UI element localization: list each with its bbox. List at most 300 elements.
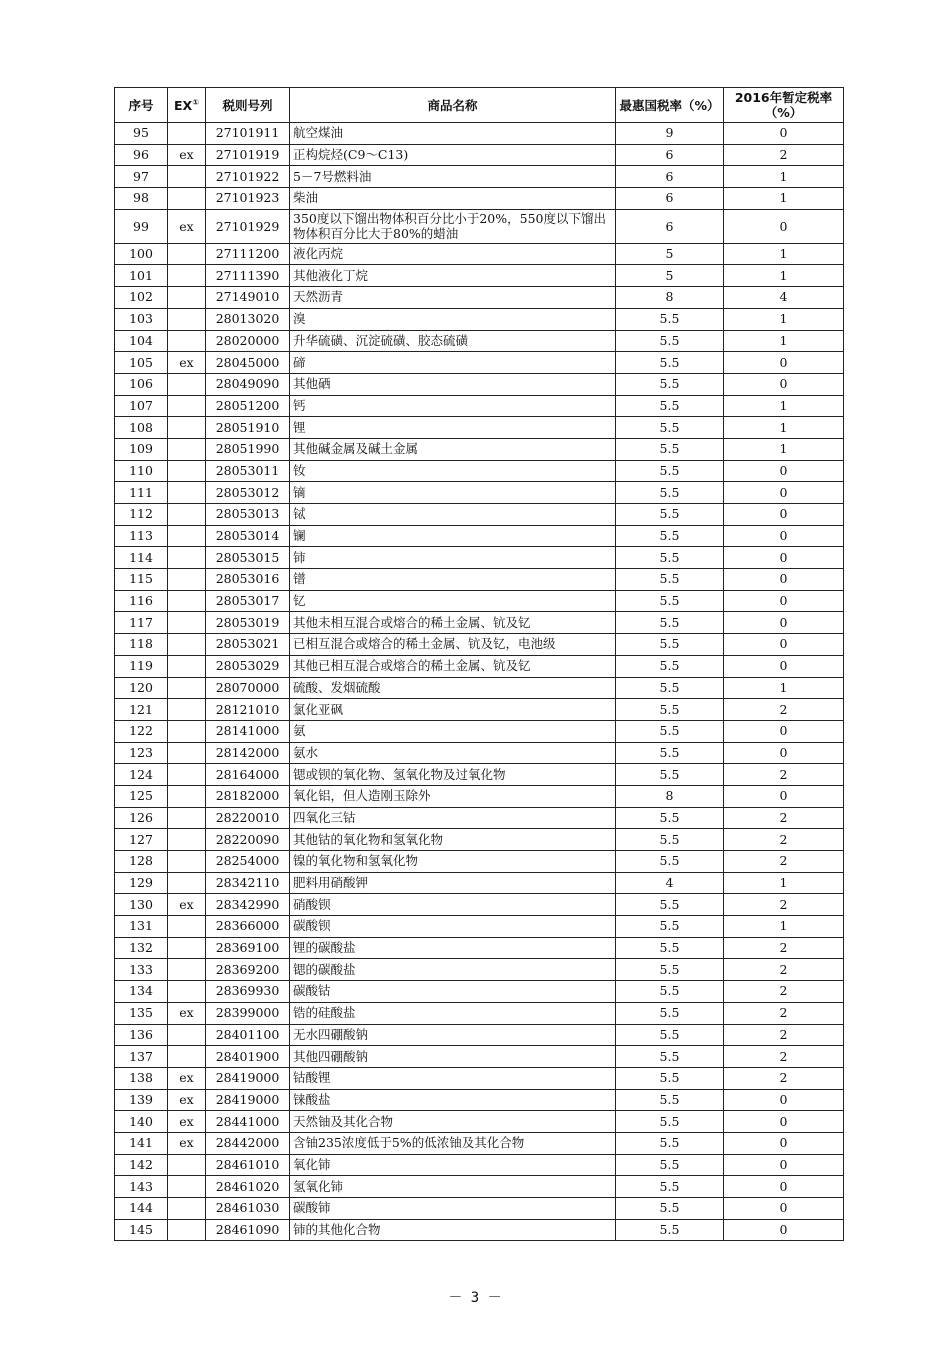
cell-seq: 145 — [115, 1219, 168, 1241]
cell-interim-rate: 1 — [724, 188, 844, 210]
cell-code: 28254000 — [206, 851, 290, 873]
cell-name: 锆的硅酸盐 — [290, 1002, 616, 1024]
cell-name: 铈 — [290, 547, 616, 569]
cell-mfn-rate: 6 — [616, 209, 724, 243]
cell-interim-rate: 0 — [724, 569, 844, 591]
cell-code: 28051200 — [206, 395, 290, 417]
cell-ex — [168, 547, 206, 569]
cell-interim-rate: 2 — [724, 829, 844, 851]
cell-interim-rate: 1 — [724, 395, 844, 417]
cell-seq: 119 — [115, 655, 168, 677]
cell-ex — [168, 569, 206, 591]
cell-interim-rate: 2 — [724, 959, 844, 981]
cell-mfn-rate: 5.5 — [616, 569, 724, 591]
cell-interim-rate: 2 — [724, 937, 844, 959]
header-name: 商品名称 — [290, 88, 616, 123]
cell-code: 27101922 — [206, 166, 290, 188]
cell-mfn-rate: 5.5 — [616, 1154, 724, 1176]
cell-interim-rate: 0 — [724, 634, 844, 656]
cell-name: 锂 — [290, 417, 616, 439]
table-row — [115, 1154, 844, 1176]
table-row — [115, 764, 844, 786]
cell-interim-rate: 1 — [724, 677, 844, 699]
cell-code: 28053021 — [206, 634, 290, 656]
table-row — [115, 352, 844, 374]
table-row — [115, 188, 844, 210]
cell-code: 28461020 — [206, 1176, 290, 1198]
cell-ex — [168, 438, 206, 460]
table-row — [115, 1089, 844, 1111]
cell-interim-rate: 0 — [724, 742, 844, 764]
table-row — [115, 504, 844, 526]
table-row — [115, 438, 844, 460]
cell-interim-rate: 2 — [724, 1067, 844, 1089]
cell-ex — [168, 872, 206, 894]
cell-name: 5－7号燃料油 — [290, 166, 616, 188]
table-row — [115, 287, 844, 309]
cell-seq: 116 — [115, 590, 168, 612]
cell-ex — [168, 829, 206, 851]
cell-interim-rate: 0 — [724, 352, 844, 374]
cell-code: 28401100 — [206, 1024, 290, 1046]
cell-interim-rate: 2 — [724, 144, 844, 166]
cell-mfn-rate: 5.5 — [616, 1024, 724, 1046]
cell-ex — [168, 123, 206, 145]
cell-name: 锂的碳酸盐 — [290, 937, 616, 959]
cell-code: 28142000 — [206, 742, 290, 764]
cell-ex — [168, 1198, 206, 1220]
cell-interim-rate: 1 — [724, 166, 844, 188]
cell-seq: 106 — [115, 373, 168, 395]
cell-code: 27101929 — [206, 209, 290, 243]
cell-seq: 128 — [115, 851, 168, 873]
cell-ex — [168, 677, 206, 699]
table-row — [115, 482, 844, 504]
cell-seq: 105 — [115, 352, 168, 374]
cell-code: 28366000 — [206, 916, 290, 938]
cell-code: 27111390 — [206, 265, 290, 287]
table-row — [115, 807, 844, 829]
header-ex — [168, 88, 206, 123]
cell-seq: 133 — [115, 959, 168, 981]
cell-seq: 141 — [115, 1132, 168, 1154]
cell-interim-rate: 2 — [724, 851, 844, 873]
cell-mfn-rate: 5.5 — [616, 742, 724, 764]
cell-ex — [168, 916, 206, 938]
cell-name: 镧 — [290, 525, 616, 547]
cell-name: 碲 — [290, 352, 616, 374]
cell-code: 28121010 — [206, 699, 290, 721]
cell-name: 镝 — [290, 482, 616, 504]
cell-mfn-rate: 5.5 — [616, 1132, 724, 1154]
cell-seq: 112 — [115, 504, 168, 526]
cell-name: 氢氧化铈 — [290, 1176, 616, 1198]
cell-ex — [168, 525, 206, 547]
table-row — [115, 1132, 844, 1154]
header-code: 税则号列 — [206, 88, 290, 123]
cell-name: 其他钴的氧化物和氢氧化物 — [290, 829, 616, 851]
cell-seq: 123 — [115, 742, 168, 764]
cell-mfn-rate: 5.5 — [616, 829, 724, 851]
cell-mfn-rate: 5.5 — [616, 438, 724, 460]
cell-code: 27149010 — [206, 287, 290, 309]
cell-mfn-rate: 5.5 — [616, 525, 724, 547]
cell-mfn-rate: 6 — [616, 166, 724, 188]
cell-mfn-rate: 5.5 — [616, 330, 724, 352]
cell-ex — [168, 612, 206, 634]
cell-ex — [168, 937, 206, 959]
cell-mfn-rate: 5.5 — [616, 460, 724, 482]
cell-ex — [168, 1176, 206, 1198]
cell-seq: 102 — [115, 287, 168, 309]
cell-ex — [168, 981, 206, 1003]
cell-ex — [168, 742, 206, 764]
cell-name: 铽 — [290, 504, 616, 526]
cell-mfn-rate: 5 — [616, 243, 724, 265]
cell-seq: 138 — [115, 1067, 168, 1089]
cell-code: 28164000 — [206, 764, 290, 786]
table-row — [115, 1198, 844, 1220]
cell-mfn-rate: 5.5 — [616, 959, 724, 981]
cell-code: 28220010 — [206, 807, 290, 829]
cell-seq: 130 — [115, 894, 168, 916]
cell-name: 350度以下馏出物体积百分比小于20%，550度以下馏出物体积百分比大于80%的蜡油 — [290, 209, 616, 243]
cell-mfn-rate: 5 — [616, 265, 724, 287]
cell-ex: ex — [168, 352, 206, 374]
table-row — [115, 959, 844, 981]
cell-code: 28053016 — [206, 569, 290, 591]
cell-interim-rate: 2 — [724, 699, 844, 721]
table-row — [115, 916, 844, 938]
header-ex-label: EX — [174, 97, 193, 113]
cell-seq: 101 — [115, 265, 168, 287]
cell-ex — [168, 373, 206, 395]
cell-name: 氨水 — [290, 742, 616, 764]
cell-ex — [168, 166, 206, 188]
cell-interim-rate: 0 — [724, 123, 844, 145]
cell-name: 镨 — [290, 569, 616, 591]
cell-mfn-rate: 5.5 — [616, 1111, 724, 1133]
table-row — [115, 460, 844, 482]
table-row — [115, 209, 844, 243]
cell-seq: 99 — [115, 209, 168, 243]
cell-mfn-rate: 6 — [616, 188, 724, 210]
cell-seq: 125 — [115, 785, 168, 807]
cell-mfn-rate: 5.5 — [616, 916, 724, 938]
cell-interim-rate: 0 — [724, 590, 844, 612]
cell-name: 已相互混合或熔合的稀土金属、钪及钇，电池级 — [290, 634, 616, 656]
cell-seq: 109 — [115, 438, 168, 460]
cell-ex — [168, 634, 206, 656]
cell-code: 28461010 — [206, 1154, 290, 1176]
cell-name: 碳酸铈 — [290, 1198, 616, 1220]
table-row — [115, 166, 844, 188]
cell-seq: 135 — [115, 1002, 168, 1024]
cell-ex — [168, 851, 206, 873]
cell-seq: 124 — [115, 764, 168, 786]
cell-code: 28049090 — [206, 373, 290, 395]
cell-mfn-rate: 5.5 — [616, 720, 724, 742]
cell-name: 其他四硼酸钠 — [290, 1046, 616, 1068]
cell-seq: 108 — [115, 417, 168, 439]
cell-ex — [168, 1154, 206, 1176]
cell-interim-rate: 4 — [724, 287, 844, 309]
cell-code: 28053011 — [206, 460, 290, 482]
cell-interim-rate: 0 — [724, 1154, 844, 1176]
cell-code: 28342990 — [206, 894, 290, 916]
cell-code: 28051990 — [206, 438, 290, 460]
cell-name: 硝酸钡 — [290, 894, 616, 916]
cell-name: 铈的其他化合物 — [290, 1219, 616, 1241]
cell-name: 其他未相互混合或熔合的稀土金属、钪及钇 — [290, 612, 616, 634]
cell-name: 锶或钡的氧化物、氢氧化物及过氧化物 — [290, 764, 616, 786]
cell-seq: 139 — [115, 1089, 168, 1111]
cell-mfn-rate: 5.5 — [616, 634, 724, 656]
cell-name: 钴酸锂 — [290, 1067, 616, 1089]
cell-code: 28369100 — [206, 937, 290, 959]
cell-ex — [168, 395, 206, 417]
cell-ex — [168, 460, 206, 482]
cell-name: 氨 — [290, 720, 616, 742]
cell-code: 28399000 — [206, 1002, 290, 1024]
table-row — [115, 1111, 844, 1133]
cell-interim-rate: 0 — [724, 525, 844, 547]
cell-ex — [168, 590, 206, 612]
cell-interim-rate: 0 — [724, 1111, 844, 1133]
header-mfn-rate: 最惠国税率（%） — [616, 88, 724, 123]
cell-ex — [168, 188, 206, 210]
table-row — [115, 742, 844, 764]
cell-ex — [168, 720, 206, 742]
cell-ex: ex — [168, 894, 206, 916]
cell-name: 钕 — [290, 460, 616, 482]
cell-interim-rate: 2 — [724, 807, 844, 829]
cell-mfn-rate: 5.5 — [616, 395, 724, 417]
cell-interim-rate: 0 — [724, 209, 844, 243]
cell-interim-rate: 0 — [724, 482, 844, 504]
cell-code: 27101919 — [206, 144, 290, 166]
cell-interim-rate: 0 — [724, 1132, 844, 1154]
table-body — [115, 123, 844, 1241]
table-row — [115, 1219, 844, 1241]
cell-seq: 137 — [115, 1046, 168, 1068]
cell-interim-rate: 1 — [724, 872, 844, 894]
table-row — [115, 894, 844, 916]
cell-interim-rate: 0 — [724, 460, 844, 482]
cell-interim-rate: 0 — [724, 612, 844, 634]
cell-interim-rate: 1 — [724, 308, 844, 330]
cell-code: 28053012 — [206, 482, 290, 504]
cell-mfn-rate: 5.5 — [616, 547, 724, 569]
cell-interim-rate: 0 — [724, 655, 844, 677]
cell-mfn-rate: 5.5 — [616, 981, 724, 1003]
cell-seq: 129 — [115, 872, 168, 894]
cell-mfn-rate: 5.5 — [616, 764, 724, 786]
cell-seq: 126 — [115, 807, 168, 829]
cell-name: 氯化亚砜 — [290, 699, 616, 721]
cell-ex — [168, 785, 206, 807]
cell-seq: 120 — [115, 677, 168, 699]
cell-name: 钇 — [290, 590, 616, 612]
cell-seq: 113 — [115, 525, 168, 547]
cell-seq: 118 — [115, 634, 168, 656]
table-row — [115, 569, 844, 591]
cell-mfn-rate: 5.5 — [616, 373, 724, 395]
cell-ex — [168, 959, 206, 981]
cell-interim-rate: 0 — [724, 1089, 844, 1111]
cell-ex — [168, 764, 206, 786]
cell-seq: 100 — [115, 243, 168, 265]
cell-mfn-rate: 5.5 — [616, 352, 724, 374]
cell-ex: ex — [168, 1111, 206, 1133]
cell-interim-rate: 2 — [724, 764, 844, 786]
cell-name: 钙 — [290, 395, 616, 417]
table-row — [115, 981, 844, 1003]
cell-interim-rate: 0 — [724, 1176, 844, 1198]
cell-seq: 134 — [115, 981, 168, 1003]
header-interim-rate: 2016年暂定税率（%） — [724, 88, 844, 123]
cell-name: 四氧化三钴 — [290, 807, 616, 829]
tariff-table — [114, 87, 844, 1241]
cell-name: 天然铀及其化合物 — [290, 1111, 616, 1133]
cell-seq: 110 — [115, 460, 168, 482]
cell-mfn-rate: 5.5 — [616, 1046, 724, 1068]
cell-ex: ex — [168, 1089, 206, 1111]
cell-mfn-rate: 5.5 — [616, 655, 724, 677]
table-header-row — [115, 88, 844, 123]
cell-code: 28182000 — [206, 785, 290, 807]
cell-seq: 98 — [115, 188, 168, 210]
cell-code: 28401900 — [206, 1046, 290, 1068]
cell-mfn-rate: 5.5 — [616, 612, 724, 634]
table-row — [115, 525, 844, 547]
table-row — [115, 547, 844, 569]
cell-seq: 136 — [115, 1024, 168, 1046]
cell-seq: 121 — [115, 699, 168, 721]
cell-mfn-rate: 5.5 — [616, 699, 724, 721]
cell-mfn-rate: 5.5 — [616, 504, 724, 526]
cell-name: 氧化铝，但人造刚玉除外 — [290, 785, 616, 807]
table-row — [115, 123, 844, 145]
cell-name: 正构烷烃(C9～C13) — [290, 144, 616, 166]
table-row — [115, 937, 844, 959]
cell-seq: 131 — [115, 916, 168, 938]
cell-interim-rate: 2 — [724, 981, 844, 1003]
cell-code: 28369930 — [206, 981, 290, 1003]
header-ex-footnote-mark: ① — [192, 97, 199, 107]
table-row — [115, 1002, 844, 1024]
cell-code: 28441000 — [206, 1111, 290, 1133]
cell-seq: 144 — [115, 1198, 168, 1220]
table-row — [115, 265, 844, 287]
cell-interim-rate: 0 — [724, 1198, 844, 1220]
table-row — [115, 330, 844, 352]
cell-seq: 114 — [115, 547, 168, 569]
cell-code: 28419000 — [206, 1089, 290, 1111]
cell-code: 28369200 — [206, 959, 290, 981]
cell-code: 28070000 — [206, 677, 290, 699]
cell-interim-rate: 2 — [724, 1046, 844, 1068]
cell-ex — [168, 504, 206, 526]
cell-mfn-rate: 5.5 — [616, 1198, 724, 1220]
cell-code: 28461090 — [206, 1219, 290, 1241]
cell-seq: 103 — [115, 308, 168, 330]
cell-seq: 132 — [115, 937, 168, 959]
cell-code: 27111200 — [206, 243, 290, 265]
table-row — [115, 373, 844, 395]
cell-interim-rate: 1 — [724, 330, 844, 352]
table-row — [115, 1024, 844, 1046]
table-row — [115, 655, 844, 677]
cell-seq: 97 — [115, 166, 168, 188]
cell-mfn-rate: 5.5 — [616, 590, 724, 612]
cell-name: 氧化铈 — [290, 1154, 616, 1176]
cell-ex — [168, 287, 206, 309]
table-row — [115, 144, 844, 166]
cell-name: 含铀235浓度低于5%的低浓铀及其化合物 — [290, 1132, 616, 1154]
table-row — [115, 395, 844, 417]
cell-code: 28461030 — [206, 1198, 290, 1220]
table-row — [115, 872, 844, 894]
cell-mfn-rate: 5.5 — [616, 308, 724, 330]
cell-seq: 115 — [115, 569, 168, 591]
cell-seq: 122 — [115, 720, 168, 742]
table-row — [115, 720, 844, 742]
cell-code: 28342110 — [206, 872, 290, 894]
cell-ex: ex — [168, 1067, 206, 1089]
cell-interim-rate: 0 — [724, 373, 844, 395]
cell-code: 28053013 — [206, 504, 290, 526]
cell-ex — [168, 265, 206, 287]
cell-mfn-rate: 5.5 — [616, 1067, 724, 1089]
cell-interim-rate: 0 — [724, 1219, 844, 1241]
table-row — [115, 677, 844, 699]
table-row — [115, 1067, 844, 1089]
cell-seq: 127 — [115, 829, 168, 851]
cell-seq: 143 — [115, 1176, 168, 1198]
cell-code: 28053015 — [206, 547, 290, 569]
cell-interim-rate: 1 — [724, 438, 844, 460]
cell-name: 硫酸、发烟硫酸 — [290, 677, 616, 699]
cell-name: 无水四硼酸钠 — [290, 1024, 616, 1046]
cell-code: 28141000 — [206, 720, 290, 742]
cell-mfn-rate: 5.5 — [616, 1219, 724, 1241]
cell-mfn-rate: 8 — [616, 785, 724, 807]
cell-name: 碳酸钴 — [290, 981, 616, 1003]
cell-name: 肥料用硝酸钾 — [290, 872, 616, 894]
cell-code: 28419000 — [206, 1067, 290, 1089]
table-row — [115, 308, 844, 330]
table-row — [115, 634, 844, 656]
table-row — [115, 612, 844, 634]
cell-name: 镍的氧化物和氢氧化物 — [290, 851, 616, 873]
cell-interim-rate: 1 — [724, 916, 844, 938]
cell-interim-rate: 2 — [724, 894, 844, 916]
cell-code: 28053017 — [206, 590, 290, 612]
cell-mfn-rate: 5.5 — [616, 937, 724, 959]
cell-mfn-rate: 5.5 — [616, 677, 724, 699]
cell-code: 28220090 — [206, 829, 290, 851]
cell-seq: 142 — [115, 1154, 168, 1176]
cell-code: 28020000 — [206, 330, 290, 352]
table-row — [115, 243, 844, 265]
cell-mfn-rate: 5.5 — [616, 851, 724, 873]
cell-ex — [168, 417, 206, 439]
cell-seq: 111 — [115, 482, 168, 504]
cell-mfn-rate: 5.5 — [616, 482, 724, 504]
cell-interim-rate: 0 — [724, 547, 844, 569]
table-row — [115, 417, 844, 439]
